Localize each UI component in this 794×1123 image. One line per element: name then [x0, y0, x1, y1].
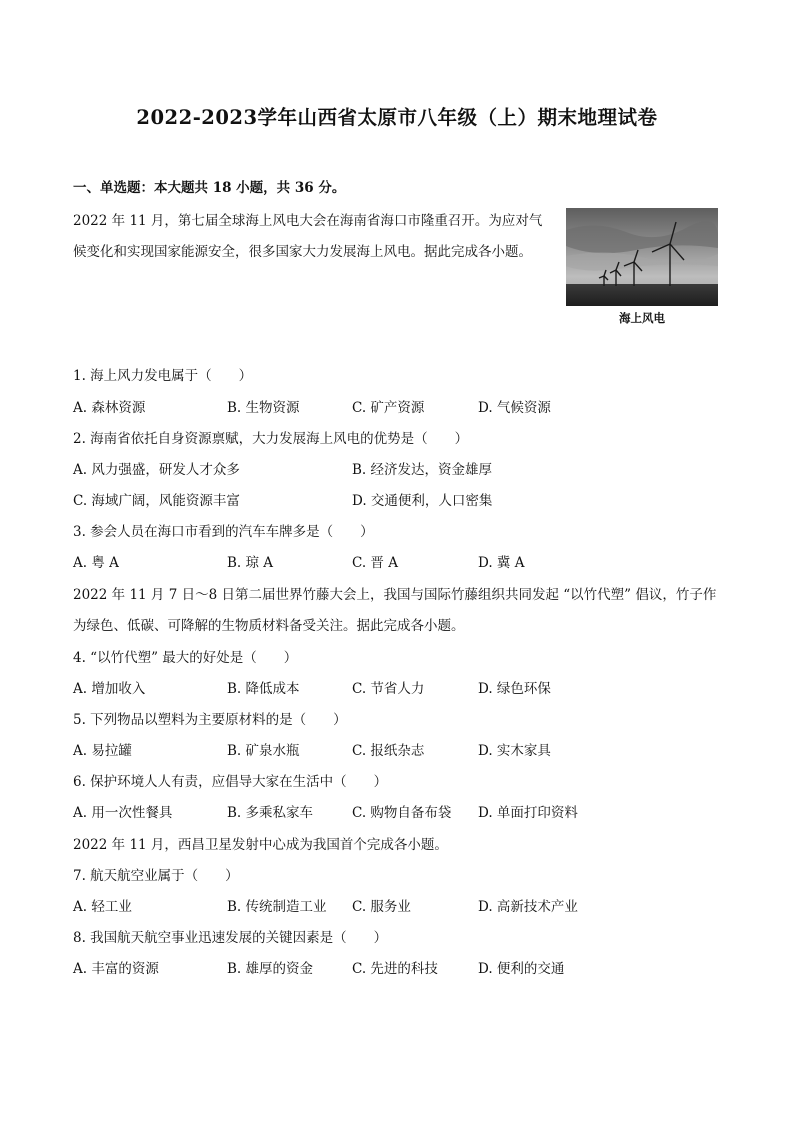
question-7-option-b[interactable]: B. 传统制造工业 — [227, 899, 327, 915]
offshore-wind-turbines-photo-icon — [566, 208, 718, 306]
question-7-option-c[interactable]: C. 服务业 — [352, 899, 411, 915]
question-6-option-b[interactable]: B. 多乘私家车 — [227, 805, 314, 821]
question-1-option-a[interactable]: A. 森林资源 — [73, 400, 146, 416]
question-7-option-a[interactable]: A. 轻工业 — [73, 899, 132, 915]
question-4-option-d[interactable]: D. 绿色环保 — [478, 681, 551, 697]
question-5-stem: 5. 下列物品以塑料为主要原材料的是（ ） — [73, 712, 347, 728]
question-5-option-c[interactable]: C. 报纸杂志 — [352, 743, 425, 759]
question-8-option-a[interactable]: A. 丰富的资源 — [73, 961, 159, 977]
question-3-stem: 3. 参会人员在海口市看到的汽车车牌多是（ ） — [73, 524, 374, 540]
question-1-option-d[interactable]: D. 气候资源 — [478, 400, 551, 416]
intro1-line1: 2022 年 11 月，第七届全球海上风电大会在海南省海口市隆重召开。为应对气 — [73, 213, 543, 229]
question-7-option-d[interactable]: D. 高新技术产业 — [478, 899, 578, 915]
image-caption: 海上风电 — [619, 311, 665, 325]
intro3-line1: 2022 年 11 月，西昌卫星发射中心成为我国首个完成各小题。 — [73, 837, 448, 853]
intro2-line2: 为绿色、低碳、可降解的生物质材料备受关注。据此完成各小题。 — [73, 618, 465, 634]
question-3-option-a[interactable]: A. 粤 A — [73, 555, 119, 571]
question-1-stem: 1. 海上风力发电属于（ ） — [73, 368, 253, 384]
question-2-option-c[interactable]: C. 海域广阔，风能资源丰富 — [73, 493, 240, 509]
question-6-stem: 6. 保护环境人人有责，应倡导大家在生活中（ ） — [73, 774, 388, 790]
question-4-option-b[interactable]: B. 降低成本 — [227, 681, 300, 697]
section-heading: 一、单选题：本大题共 18 小题，共 36 分。 — [73, 180, 346, 196]
question-3-option-c[interactable]: C. 晋 A — [352, 555, 398, 571]
question-8-option-d[interactable]: D. 便利的交通 — [478, 961, 565, 977]
question-8-option-b[interactable]: B. 雄厚的资金 — [227, 961, 314, 977]
question-5-option-d[interactable]: D. 实木家具 — [478, 743, 551, 759]
question-2-stem: 2. 海南省依托自身资源禀赋，大力发展海上风电的优势是（ ） — [73, 431, 469, 447]
question-4-option-a[interactable]: A. 增加收入 — [73, 681, 146, 697]
question-6-option-d[interactable]: D. 单面打印资料 — [478, 805, 578, 821]
page-title: 2022-2023学年山西省太原市八年级（上）期末地理试卷 — [136, 106, 658, 129]
question-2-option-d[interactable]: D. 交通便利，人口密集 — [352, 493, 493, 509]
question-4-stem: 4. “以竹代塑” 最大的好处是（ ） — [73, 650, 298, 666]
question-5-option-a[interactable]: A. 易拉罐 — [73, 743, 132, 759]
offshore-wind-photo — [566, 208, 718, 328]
question-7-stem: 7. 航天航空业属于（ ） — [73, 868, 239, 884]
question-6-option-c[interactable]: C. 购物自备布袋 — [352, 805, 452, 821]
question-1-option-b[interactable]: B. 生物资源 — [227, 400, 300, 416]
question-5-option-b[interactable]: B. 矿泉水瓶 — [227, 743, 300, 759]
question-3-option-b[interactable]: B. 琼 A — [227, 555, 274, 571]
intro2-line1: 2022 年 11 月 7 日～8 日第二届世界竹藤大会上，我国与国际竹藤组织共同发起 “以竹代塑” 倡议，竹子作 — [73, 587, 717, 603]
question-1-option-c[interactable]: C. 矿产资源 — [352, 400, 425, 416]
question-4-option-c[interactable]: C. 节省人力 — [352, 681, 425, 697]
intro1-line2: 候变化和实现国家能源安全，很多国家大力发展海上风电。据此完成各小题。 — [73, 244, 532, 260]
question-6-option-a[interactable]: A. 用一次性餐具 — [73, 805, 173, 821]
question-8-option-c[interactable]: C. 先进的科技 — [352, 961, 438, 977]
question-2-option-a[interactable]: A. 风力强盛，研发人才众多 — [73, 462, 240, 478]
question-8-stem: 8. 我国航天航空事业迅速发展的关键因素是（ ） — [73, 930, 388, 946]
question-2-option-b[interactable]: B. 经济发达，资金雄厚 — [352, 462, 493, 478]
question-3-option-d[interactable]: D. 冀 A — [478, 555, 525, 571]
